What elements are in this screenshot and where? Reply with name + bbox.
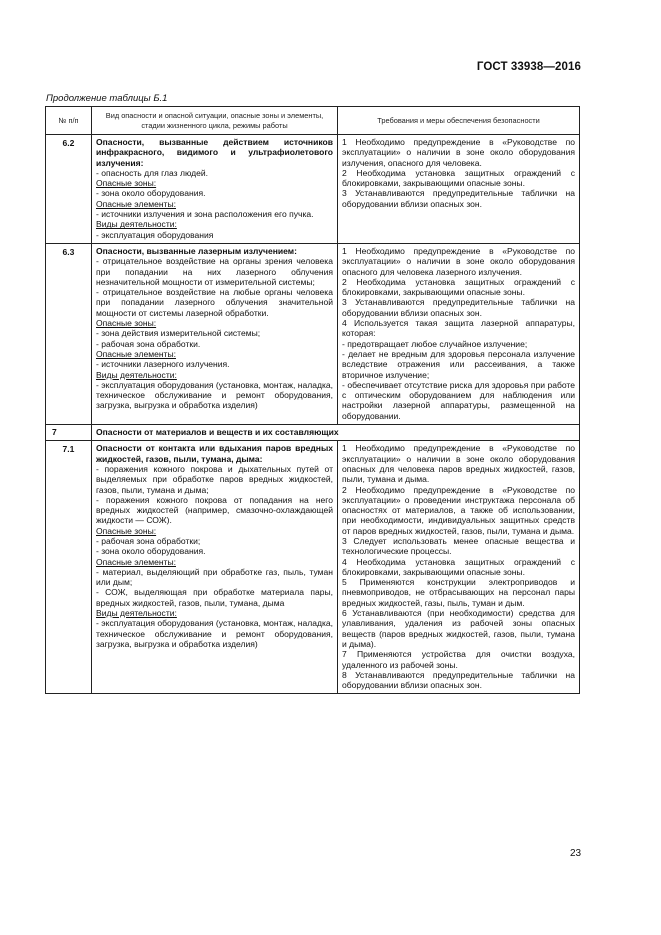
description-line: - рабочая зона обработки. bbox=[96, 338, 201, 349]
requirement-line: 3 Устанавливаются предупредительные таблички на оборудовании вблизи опасных зон. bbox=[342, 297, 575, 318]
description-line: - материал, выделяющий при обработке газ, пыль, туман или дым; bbox=[96, 566, 333, 588]
table-row bbox=[46, 243, 580, 424]
description-line: - отрицательное воздействие на органы зрения человека при попадании на них лазерного облучения незначительной мощности от измерительной системы; bbox=[96, 256, 333, 287]
hazard-title: Опасности, вызванные действием источников инфракрасного, видимого и ультрафиолетового излучения: bbox=[96, 137, 333, 168]
column-header-number: № п/п bbox=[46, 107, 92, 135]
page-number: 23 bbox=[570, 848, 582, 859]
requirement-line: 2 Необходима установка защитных ограждений с блокировками, закрывающими опасные зоны. bbox=[342, 276, 575, 298]
requirement-line: 1 Необходимо предупреждение в «Руководстве по эксплуатации» о наличии в зоне около оборудования опасного для человека лазерного излучения. bbox=[342, 245, 575, 277]
column-header-requirements: Требования и меры обеспечения безопасности bbox=[338, 107, 580, 135]
requirement-line: 3 Следует использовать менее опасные вещества и технологические процессы. bbox=[342, 535, 575, 557]
requirement-line: 4 Используется такая защита лазерной аппаратуры, которая: bbox=[342, 318, 575, 339]
description-line: - эксплуатация оборудования (установка, монтаж, наладка, техническое обслуживание и ремонт оборудования, загрузка, выгрузка и обработка изделия) bbox=[96, 379, 333, 411]
description-line: - источники излучения и зона расположения его пучка. bbox=[96, 209, 314, 220]
standard-number: ГОСТ 33938—2016 bbox=[476, 61, 581, 73]
safety-table bbox=[45, 106, 580, 694]
subheading: Виды деятельности: bbox=[96, 608, 177, 619]
requirement-line: - обеспечивает отсутствие риска для здоровья при работе с оптическим оборудованием для наблюдения или настройки лазерной аппаратуры, размещенной на оборудовании. bbox=[342, 379, 575, 421]
description-line: - поражения кожного покрова и дыхательных путей от выделяемых при обработке паров вредных жидкостей, газов, пыли, тумана и дыма; bbox=[96, 463, 333, 495]
description-line: - опасность для глаз людей. bbox=[96, 167, 209, 178]
safety-requirements bbox=[338, 135, 580, 244]
subheading: Опасные зоны: bbox=[96, 178, 157, 189]
row-number: 6.3 bbox=[46, 243, 92, 424]
requirement-line: 6 Устанавливаются (при необходимости) средства для улавливания, удаления из рабочей зоны опасных веществ (паров вредных жидкостей, газов, пыли, тумана и дыма). bbox=[342, 608, 575, 649]
requirement-line: - предотвращает любое случайное излучение; bbox=[342, 338, 528, 349]
hazard-description bbox=[92, 135, 338, 244]
subheading: Виды деятельности: bbox=[96, 219, 177, 230]
requirement-line: 2 Необходима установка защитных ограждений с блокировками, закрывающими опасные зоны. bbox=[342, 167, 575, 189]
description-line: - эксплуатация оборудования bbox=[96, 229, 214, 240]
requirement-line: 5 Применяются конструкции электроприводов и пневмоприводов, не отбрасывающих на персонал пары вредных жидкостей, газы, пыль, туман и дым. bbox=[342, 577, 575, 608]
hazard-title: Опасности, вызванные лазерным излучением: bbox=[96, 245, 297, 256]
subheading: Опасные зоны: bbox=[96, 318, 157, 329]
hazard-description bbox=[92, 243, 338, 424]
requirement-line: 7 Применяются устройства для очистки воздуха, удаленного из рабочей зоны. bbox=[342, 649, 575, 670]
description-line: - зона около оборудования. bbox=[96, 546, 206, 557]
safety-requirements bbox=[338, 441, 580, 694]
table-header-row bbox=[46, 107, 580, 135]
table-row bbox=[46, 135, 580, 244]
section-row bbox=[46, 425, 580, 441]
subheading: Опасные зоны: bbox=[96, 525, 157, 536]
row-number: 7.1 bbox=[46, 441, 92, 694]
requirement-line: 1 Необходимо предупреждение в «Руководстве по эксплуатации» о наличии в зоне около оборудования излучения, опасного для человека. bbox=[342, 137, 575, 168]
subheading: Виды деятельности: bbox=[96, 369, 177, 380]
description-line: - отрицательное воздействие на любые органы человека при попадании лазерного облучения значительной мощности от системы лазерной обработки. bbox=[96, 287, 333, 318]
description-line: - источники лазерного излучения. bbox=[96, 359, 230, 370]
requirement-line: 4 Необходима установка защитных ограждений с блокировками, закрывающими опасные зоны. bbox=[342, 556, 575, 577]
table-body bbox=[46, 135, 580, 694]
requirement-line: - делает не вредным для здоровья персонала излучение вследствие отражения или рассеивания, а также вторичное излучение; bbox=[342, 348, 575, 380]
description-line: - рабочая зона обработки; bbox=[96, 535, 201, 546]
safety-requirements bbox=[338, 243, 580, 424]
hazard-description bbox=[92, 441, 338, 694]
description-line: - поражения кожного покрова от попадания на него вредных жидкостей (например, смазочно-охлаждающей жидкости — СОЖ). bbox=[96, 494, 333, 526]
section-title: Опасности от материалов и веществ и их составляющих bbox=[92, 425, 580, 441]
subheading: Опасные элементы: bbox=[96, 556, 176, 567]
requirement-line: 8 Устанавливаются предупредительные таблички на оборудовании вблизи опасных зон. bbox=[342, 669, 575, 691]
description-line: - зона около оборудования. bbox=[96, 188, 206, 199]
hazard-title: Опасности от контакта или вдыхания паров вредных жидкостей, газов, пыли, тумана, дыма: bbox=[96, 443, 333, 464]
section-number: 7 bbox=[46, 425, 92, 441]
description-line: - СОЖ, выделяющая при обработке материала пары, вредных жидкостей, газов, пыли, тумана, дыма bbox=[96, 587, 333, 608]
table-caption: Продолжение таблицы Б.1 bbox=[46, 93, 168, 104]
subheading: Опасные элементы: bbox=[96, 198, 176, 209]
row-number: 6.2 bbox=[46, 135, 92, 244]
table-row bbox=[46, 441, 580, 694]
column-header-hazard: Вид опасности и опасной ситуации, опасные зоны и элементы, стадии жизненного цикла, режимы работы bbox=[92, 107, 338, 135]
description-line: - эксплуатация оборудования (установка, монтаж, наладка, техническое обслуживание и ремонт оборудования, загрузка, выгрузка и обработка изделия) bbox=[96, 618, 333, 649]
subheading: Опасные элементы: bbox=[96, 348, 176, 359]
description-line: - зона действия измерительной системы; bbox=[96, 328, 261, 339]
requirement-line: 3 Устанавливаются предупредительные таблички на оборудовании вблизи опасных зон. bbox=[342, 188, 575, 209]
requirement-line: 1 Необходимо предупреждение в «Руководстве по эксплуатации» о наличии в зоне около оборудования опасных для человека паров вредных жидкостей, газов, пыли, тумана и дыма. bbox=[342, 443, 575, 485]
requirement-line: 2 Необходимо предупреждение в «Руководстве по эксплуатации» о проведении инструктажа персонала об опасностях от материалов, а также об использовании, при необходимости, индивидуальных защитных средств от паров вредных жидкостей, газов, пыли, тумана и дыма. bbox=[342, 484, 575, 536]
